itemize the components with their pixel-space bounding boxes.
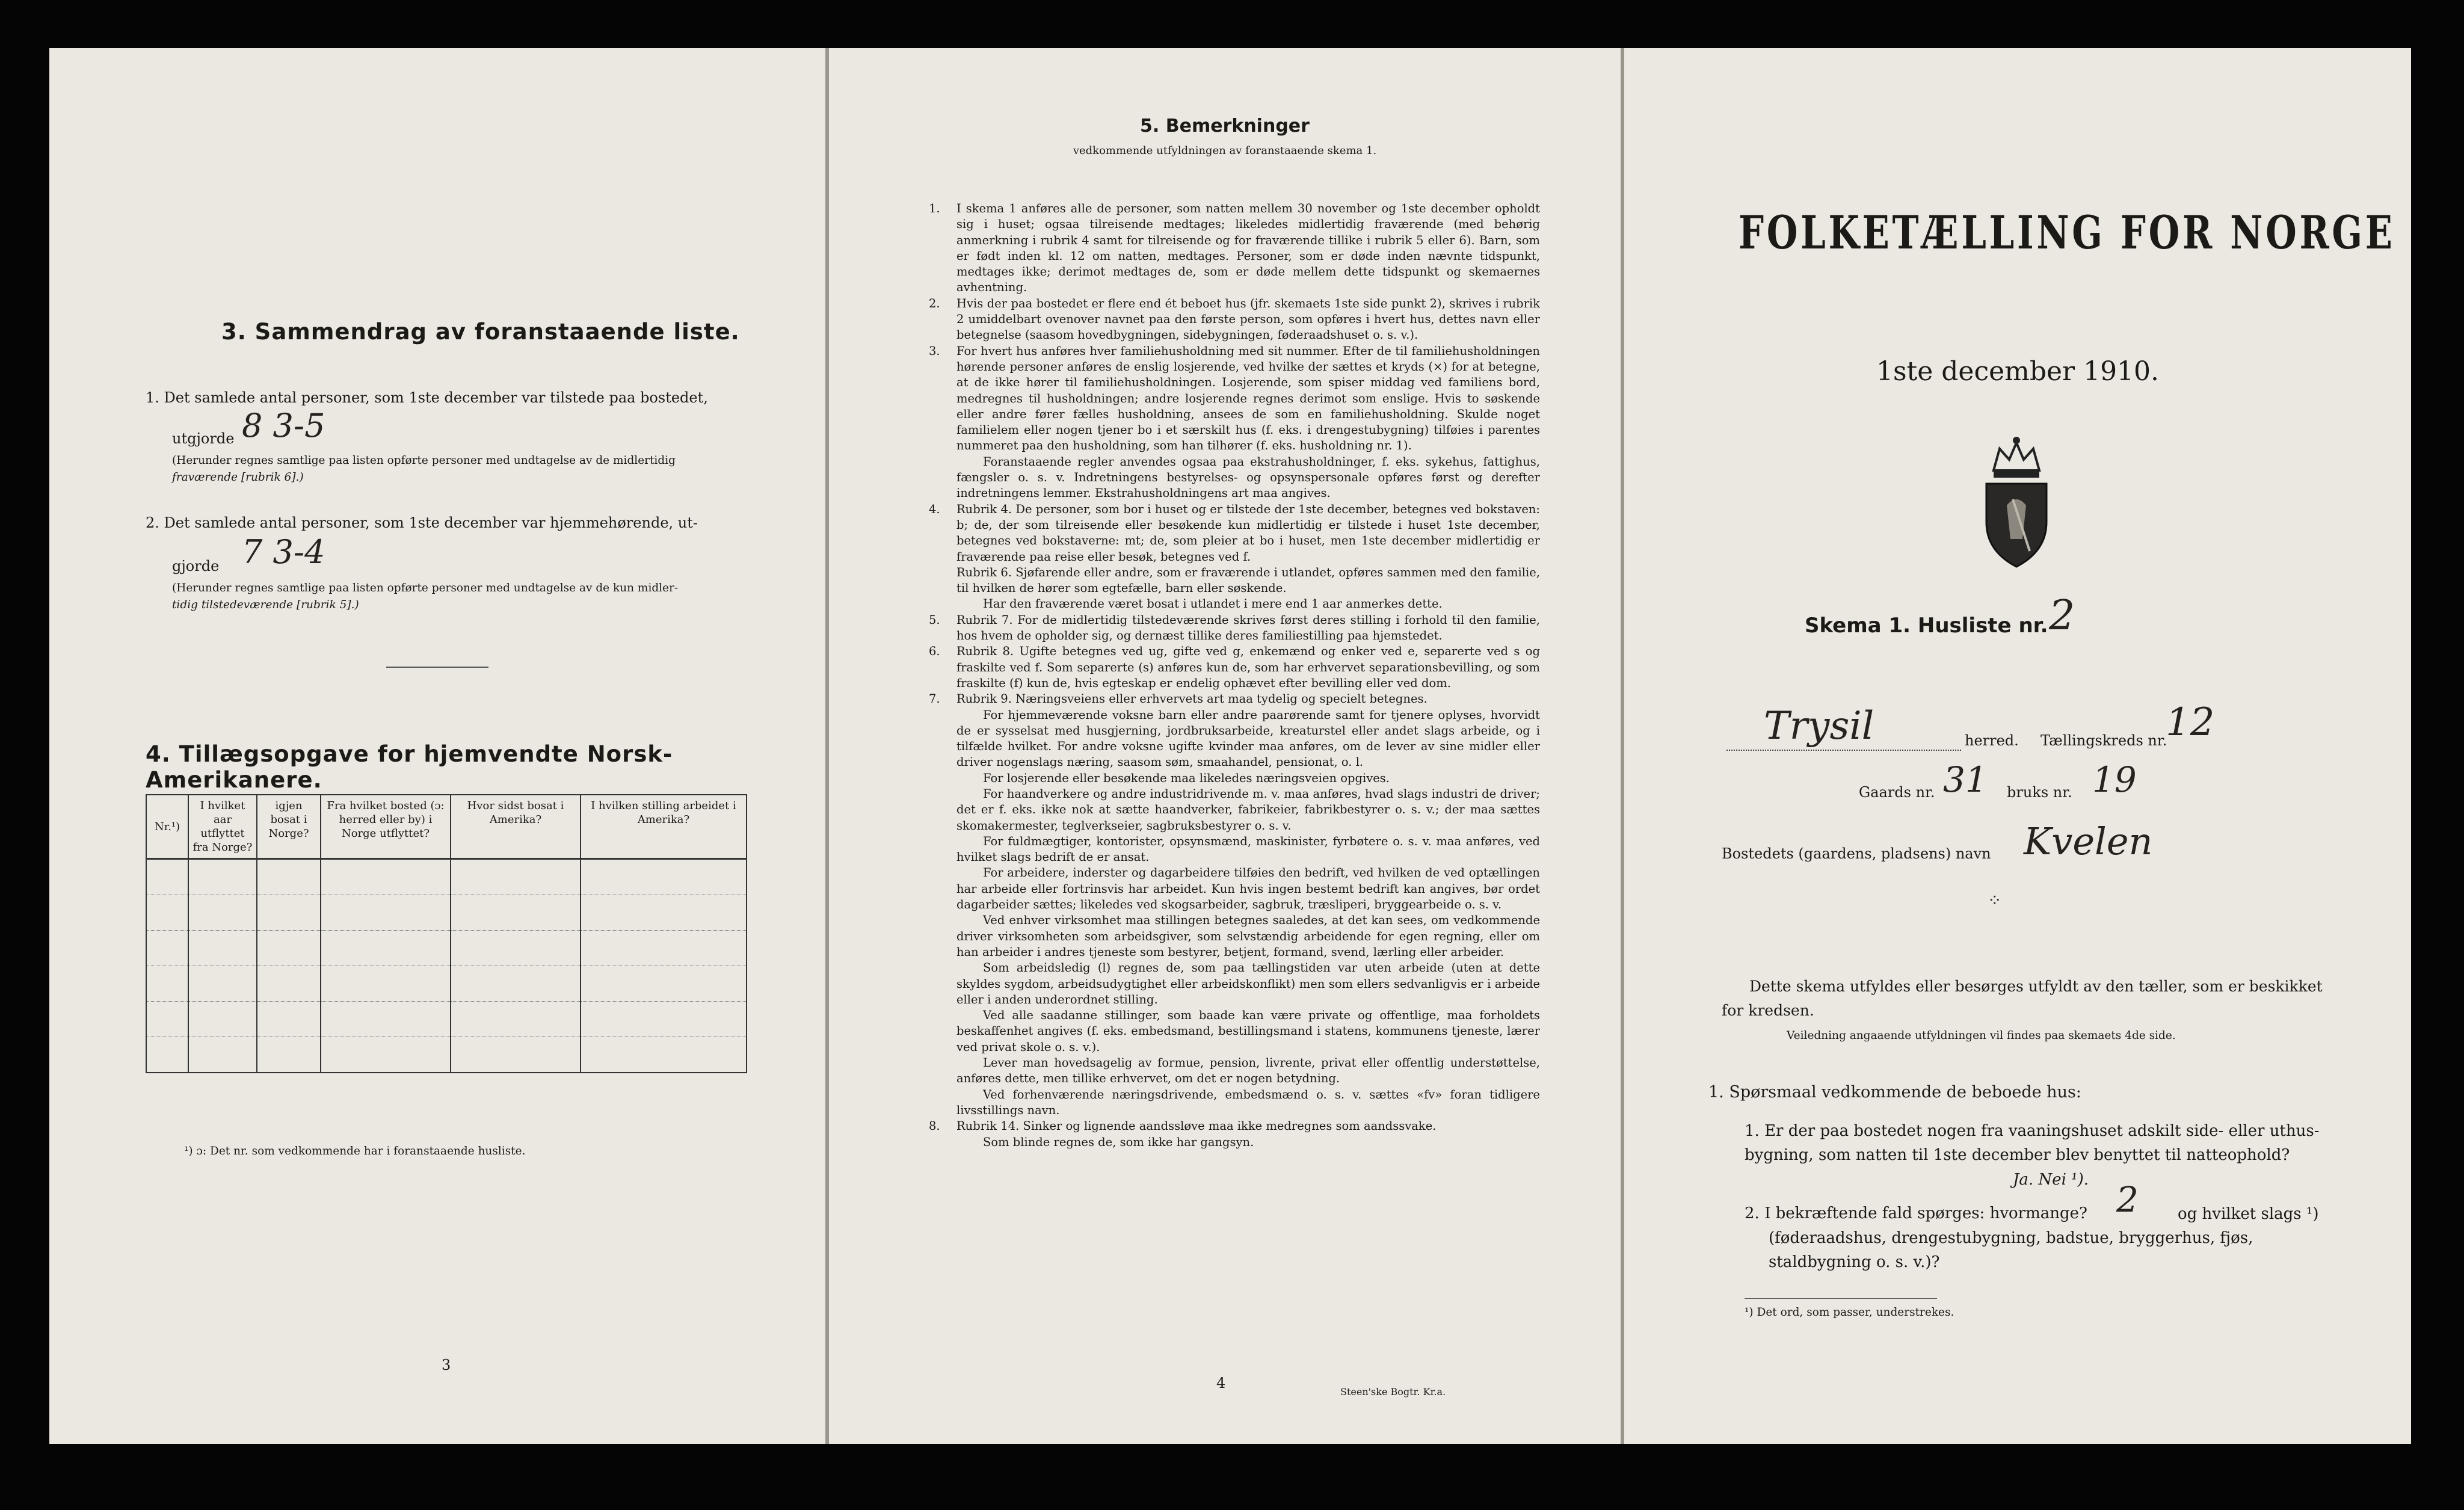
herred-value: Trysil xyxy=(1764,704,1874,748)
remark-item: For fuldmægtiger, kontorister, opsynsmænd, maskinister, fyrbøtere o. s. v. maa anføres, ved hvilket slags bedrift de er ansat. xyxy=(956,834,1540,864)
question-2-kind: og hvilket slags ¹) (føderaadshus, drengestubygning, badstue, bryggerhus, fjøs, staldbygning o. s. v.)? xyxy=(1769,1205,2319,1271)
remark-item: 6. Rubrik 8. Ugifte betegnes ved ug, gifte ved g, enkemænd og enker ved e, separerte ved s og fraskilte ved f. Som separerte (s) anføres kun de, som har erhvervet separationsbevilling, og som fraskilte (f) kun de, hvis egteskap er endelig ophævet efter bevilling eller ved dom. xyxy=(929,644,1540,690)
husliste-number: 2 xyxy=(2049,592,2075,639)
page-number: 3 xyxy=(442,1357,451,1373)
page-1 xyxy=(1624,48,2411,1444)
remark-item: Foranstaaende regler anvendes ogsaa paa ekstrahusholdninger, f. eks. sykehus, fattighus, fængsler o. s. v. Indretningens bestyrelses- og opsynspersonale opføres først og derefter indretningens lemmer. Ekstrahusholdningens art maa angives. xyxy=(956,454,1540,501)
q1-text: 1. Det samlede antal personer, som 1ste december var tilstede paa bostedet, xyxy=(146,389,708,406)
census-date: 1ste december 1910. xyxy=(1876,356,2160,387)
remark-item: 3. For hvert hus anføres hver familiehusholdning med sit nummer. Efter de til familiehusholdningen hørende personer anføres de enslig losjerende, ved hvilke der sættes et kryds (×) for at betegne, at de ikke hører til familiehusholdningen. Losjerende, som spiser middag ved familiens bord, medregnes til husholdningen; andre losjerende regnes derimot som enslige. Hvis to søskende eller andre fører fælles husholdning, ansees de som en familiehusholdning. Skulde noget familielem eller nogen tjener bo i et særskilt hus (f. eks. i drengestubygning) tilføies i parentes nummeret paa den husholdning, som han tilhører (f. eks. husholdning nr. 1). xyxy=(929,344,1540,453)
table-footnote: ¹) ɔ: Det nr. som vedkommende har i foranstaaende husliste. xyxy=(184,1145,526,1157)
questions-heading: 1. Spørsmaal vedkommende de beboede hus: xyxy=(1708,1083,2081,1102)
instruction-text: Dette skema utfyldes eller besørges utfyldt av den tæller, som er beskikket for kredsen. xyxy=(1722,978,2323,1019)
norwegian-coat-of-arms-icon xyxy=(1962,433,2071,572)
gaards-label: Gaards nr. xyxy=(1859,784,1935,801)
col-bosat: igjen bosat i Norge? xyxy=(257,795,321,859)
remark-item: For losjerende eller besøkende maa likeledes næringsveien opgives. xyxy=(983,771,1390,785)
table-row xyxy=(146,895,747,931)
table-row xyxy=(146,859,747,895)
page-number: 4 xyxy=(1216,1375,1226,1391)
col-amerika: Hvor sidst bosat i Amerika? xyxy=(451,795,581,859)
printer-mark: Steen'ske Bogtr. Kr.a. xyxy=(1340,1386,1446,1398)
ornament-divider-icon: ⁘ xyxy=(1988,890,2002,910)
remark-item: For haandverkere og andre industridrivende m. v. maa anføres, hvad slags industri de driver; det er f. eks. ikke nok at sætte haandverker, fabrikeier, fabrikbestyrer o. s. v.; der maa sættes skomakermester, teglverkseier, sagbruksbestyrer o. s. v. xyxy=(956,786,1540,833)
remark-item: 7. Rubrik 9. Næringsveiens eller erhvervets art maa tydelig og specielt betegnes. xyxy=(929,692,1428,706)
remark-item: Ved enhver virksomhet maa stillingen betegnes saaledes, at det kan sees, om vedkommende driver virksomheten som arbeidsgiver, som selvstændig arbeidende for egen regning, eller om han arbeider i andres tjeneste som bestyrer, betjent, formand, svend, lærling eller arbeider. xyxy=(956,913,1540,959)
schema-label: Skema 1. Husliste nr. xyxy=(1805,614,2048,638)
col-utflyttet: I hvilket aar utflyttet fra Norge? xyxy=(188,795,257,859)
page1-footnote: ¹) Det ord, som passer, understrekes. xyxy=(1745,1306,1954,1319)
remark-item: Rubrik 6. Sjøfarende eller andre, som er fraværende i utlandet, opføres sammen med den familie, til hvilken de hører som egtefælle, barn eller søskende. xyxy=(956,565,1540,596)
page-4 xyxy=(829,48,1621,1444)
question-2-text: 2. I bekræftende fald spørges: hvormange? xyxy=(1745,1204,2087,1222)
page-3 xyxy=(49,48,825,1444)
tellingskreds-label: Tællingskreds nr. xyxy=(2040,732,2167,749)
col-stilling: I hvilken stilling arbeidet i Amerika? xyxy=(581,795,747,859)
remark-item: 2. Hvis der paa bostedet er flere end ét beboet hus (jfr. skemaets 1ste side punkt 2), skrives i rubrik 2 umiddelbart ovenover navnet paa den første person, som opføres i hvert hus, dettes navn eller betegnelse (saasom hovedbygningen, sidebygningen, føderaadshuset o. s. v.). xyxy=(929,296,1540,342)
herred-line xyxy=(1726,750,1961,751)
section-4-title: 4. Tillægsopgave for hjemvendte Norsk-Amerikanere. xyxy=(146,741,673,793)
question-1-answer: Ja. Nei ¹). xyxy=(2013,1171,2089,1189)
gaards-value: 31 xyxy=(1943,759,1988,800)
herred-label: herred. xyxy=(1965,732,2019,749)
remarks-title: 5. Bemerkninger xyxy=(1140,116,1310,137)
q1-note-2: fraværende [rubrik 6].) xyxy=(172,471,304,484)
table-row xyxy=(146,931,747,966)
table-row xyxy=(146,1037,747,1073)
bosted-value: Kvelen xyxy=(2024,819,2153,863)
q2-note-2: tidig tilstedeværende [rubrik 5].) xyxy=(172,599,359,611)
q1-handwritten-value: 8 3-5 xyxy=(242,407,325,445)
remark-item: 1. I skema 1 anføres alle de personer, som natten mellem 30 november og 1ste december opholdt sig i huset; ogsaa tilreisende medtages; likeledes midlertidig fraværende (med behørig anmerkning i rubrik 4 samt for tilreisende og for fraværende tillike i rubrik 5 eller 6). Barn, som er født inden kl. 12 om natten, medtages. Personer, som er døde inden nævnte tidspunkt, medtages ikke; derimot medtages de, som er døde mellem dette tidspunkt og skemaernes avhentning. xyxy=(929,202,1540,295)
remark-item: 8. Rubrik 14. Sinker og lignende aandssløve maa ikke medregnes som aandssvake. xyxy=(929,1119,1437,1133)
remark-item: Lever man hovedsagelig av formue, pension, livrente, privat eller offentlig understøttelse, anføres dette, men tillike erhvervet, om det er nogen betydning. xyxy=(956,1056,1540,1086)
remark-item: For hjemmeværende voksne barn eller andre paarørende samt for tjenere oplyses, hvorvidt de er sysselsat med husgjerning, jordbruksarbeide, kreaturstel eller andet slags arbeide, og i tilfælde hvilket. For andre voksne ugifte kvinder maa anføres, om de lever av sine midler eller driver nogenslags næring, saasom søm, smaahandel, pensionat, o. l. xyxy=(956,707,1540,769)
remarks-subtitle: vedkommende utfyldningen av foranstaaende skema 1. xyxy=(1073,144,1377,157)
q1-prefix: utgjorde xyxy=(172,430,235,447)
section-3-title: 3. Sammendrag av foranstaaende liste. xyxy=(221,319,740,345)
table-row xyxy=(146,966,747,1002)
bruks-value: 19 xyxy=(2092,759,2137,800)
tellingskreds-value: 12 xyxy=(2166,700,2215,745)
divider xyxy=(386,667,488,668)
col-bosted: Fra hvilket bosted (ɔ: herred eller by) i Norge utflyttet? xyxy=(321,795,451,859)
remark-item: Har den fraværende været bosat i utlandet i mere end 1 aar anmerkes dette. xyxy=(983,597,1443,611)
question-1: 1. Er der paa bostedet nogen fra vaaningshuset adskilt side- eller uthus-bygning, som natten til 1ste december blev benyttet til natteophold? xyxy=(1745,1122,2320,1164)
remarks-body xyxy=(929,201,1540,1150)
remark-item: 5. Rubrik 7. For de midlertidig tilstedeværende skrives først deres stilling i forhold til den familie, hos hvem de opholder sig, og dernæst tillike deres familiestilling paa hjemstedet. xyxy=(929,612,1540,643)
remark-item: Som blinde regnes de, som ikke har gangsyn. xyxy=(983,1135,1254,1149)
table-row xyxy=(146,1002,747,1037)
q1-note-1: (Herunder regnes samtlige paa listen opførte personer med undtagelse av de midlertidig xyxy=(172,454,676,467)
q2-handwritten-value: 7 3-4 xyxy=(242,533,325,571)
norsk-amerikanere-table xyxy=(146,794,747,1073)
q2-prefix: gjorde xyxy=(172,558,220,575)
footnote-rule xyxy=(1745,1298,1937,1299)
col-nr: Nr.¹) xyxy=(146,795,188,859)
remark-item: Ved alle saadanne stillinger, som baade kan være private og offentlige, maa forholdets beskaffenhet angives (f. eks. embedsmand, bestillingsmand i statens, kommunens tjeneste, lærer ved privat skole o. s. v.). xyxy=(956,1008,1540,1054)
remark-item: 4. Rubrik 4. De personer, som bor i huset og er tilstede der 1ste december, betegnes ved bokstaven: b; de, der som tilreisende eller besøkende kun midlertidig er tilstede i huset 1ste december, betegnes ved bokstaverne: mt; de, som pleier at bo i huset, men 1ste december midlertidig er fraværende paa reise eller besøk, betegnes ved f. xyxy=(929,502,1540,564)
q2-note-1: (Herunder regnes samtlige paa listen opførte personer med undtagelse av de kun midler- xyxy=(172,582,679,594)
q2-text: 2. Det samlede antal personer, som 1ste december var hjemmehørende, ut- xyxy=(146,514,698,531)
remark-item: For arbeidere, inderster og dagarbeidere tilføies den bedrift, ved hvilken de ved optællingen har arbeide eller fortrinsvis har arbeidet. Kun hvis ingen bestemt bedrift kan angives, bør ordet dagarbeider sættes; likeledes ved skogsarbeider, sagbruk, træsliperi, bryggearbeide o. s. v. xyxy=(956,866,1540,912)
bruks-label: bruks nr. xyxy=(2007,784,2072,801)
question-2-count: 2 xyxy=(2116,1179,2139,1220)
census-title: FOLKETÆLLING FOR NORGE xyxy=(1739,206,2395,259)
remark-item: Ved forhenværende næringsdrivende, embedsmænd o. s. v. sættes «fv» foran tidligere livsstillings navn. xyxy=(956,1087,1540,1117)
bosted-label: Bostedets (gaardens, pladsens) navn xyxy=(1722,845,1991,862)
instruction-note: Veiledning angaaende utfyldningen vil findes paa skemaets 4de side. xyxy=(1787,1029,2176,1042)
remark-item: Som arbeidsledig (l) regnes de, som paa tællingstiden var uten arbeide (uten at dette skyldes sygdom, arbeidsudygtighet eller arbeidskonflikt) men som ellers sedvanligvis er i arbeide eller i anden underordnet stilling. xyxy=(956,961,1540,1006)
